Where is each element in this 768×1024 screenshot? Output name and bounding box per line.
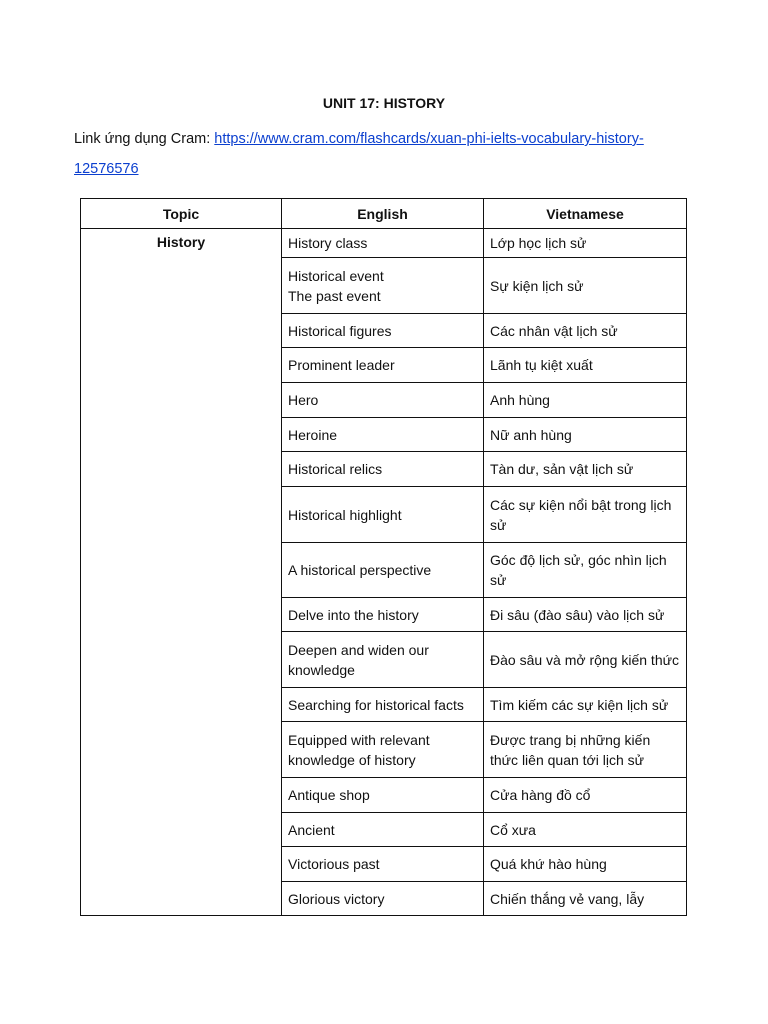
english-term: Prominent leader bbox=[282, 348, 484, 383]
vietnamese-term: Các sự kiện nổi bật trong lịch sử bbox=[484, 487, 687, 543]
english-term: Delve into the history bbox=[282, 598, 484, 632]
english-term: Victorious past bbox=[282, 847, 484, 882]
header-vietnamese: Vietnamese bbox=[484, 199, 687, 229]
link-prefix: Link ứng dụng Cram: bbox=[74, 131, 215, 147]
english-term: Historical relics bbox=[282, 452, 484, 487]
english-term: Hero bbox=[282, 383, 484, 418]
cram-link-line bbox=[74, 124, 694, 184]
english-term: A historical perspective bbox=[282, 543, 484, 598]
cram-flashcards-link[interactable]: https://www.cram.com/flashcards/xuan-phi-ielts-vocabulary-history-12576576 bbox=[74, 131, 644, 177]
header-english: English bbox=[282, 199, 484, 229]
english-term: Searching for historical facts bbox=[282, 688, 484, 722]
table-header-row bbox=[81, 199, 687, 229]
vietnamese-term: Góc độ lịch sử, góc nhìn lịch sử bbox=[484, 543, 687, 598]
vietnamese-term: Nữ anh hùng bbox=[484, 418, 687, 452]
vietnamese-term: Sự kiện lịch sử bbox=[484, 258, 687, 314]
vietnamese-term: Tìm kiếm các sự kiện lịch sử bbox=[484, 688, 687, 722]
english-term: Antique shop bbox=[282, 778, 484, 813]
english-term: Historical event The past event bbox=[282, 258, 484, 314]
english-term: Historical highlight bbox=[282, 487, 484, 543]
vietnamese-term: Đào sâu và mở rộng kiến thức bbox=[484, 632, 687, 688]
english-term: Historical figures bbox=[282, 314, 484, 348]
english-term: Ancient bbox=[282, 813, 484, 847]
vietnamese-term: Lớp học lịch sử bbox=[484, 229, 687, 258]
english-term: Heroine bbox=[282, 418, 484, 452]
vietnamese-term: Cổ xưa bbox=[484, 813, 687, 847]
vietnamese-term: Tàn dư, sản vật lịch sử bbox=[484, 452, 687, 487]
table-row bbox=[81, 229, 687, 258]
vietnamese-term: Đi sâu (đào sâu) vào lịch sử bbox=[484, 598, 687, 632]
vocabulary-table bbox=[80, 198, 687, 916]
english-term: History class bbox=[282, 229, 484, 258]
header-topic: Topic bbox=[81, 199, 282, 229]
english-term: Deepen and widen our knowledge bbox=[282, 632, 484, 688]
vietnamese-term: Quá khứ hào hùng bbox=[484, 847, 687, 882]
vietnamese-term: Các nhân vật lịch sử bbox=[484, 314, 687, 348]
document-title: UNIT 17: HISTORY bbox=[322, 95, 446, 111]
vietnamese-term: Anh hùng bbox=[484, 383, 687, 418]
english-term: Glorious victory bbox=[282, 882, 484, 916]
vietnamese-term: Chiến thắng vẻ vang, lẫy bbox=[484, 882, 687, 916]
vietnamese-term: Được trang bị những kiến thức liên quan tới lịch sử bbox=[484, 722, 687, 778]
vietnamese-term: Lãnh tụ kiệt xuất bbox=[484, 348, 687, 383]
english-term: Equipped with relevant knowledge of history bbox=[282, 722, 484, 778]
vietnamese-term: Cửa hàng đồ cổ bbox=[484, 778, 687, 813]
topic-cell: History bbox=[81, 229, 282, 916]
